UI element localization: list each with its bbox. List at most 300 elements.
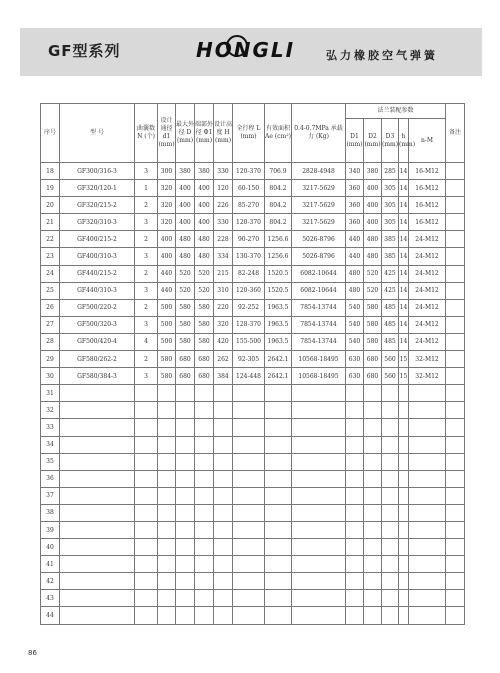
cell-fD3	[382, 487, 399, 504]
cell-phi: 580	[195, 299, 214, 316]
table-row	[41, 573, 465, 590]
cell-fD3	[382, 436, 399, 453]
cell-phi	[195, 590, 214, 607]
cell-d1: 440	[158, 282, 176, 299]
table-row	[41, 504, 465, 521]
table-row	[41, 351, 465, 368]
table-row	[41, 333, 465, 350]
cell-n	[135, 402, 158, 419]
cell-model	[60, 402, 135, 419]
cell-fD1	[346, 385, 364, 402]
cell-load	[292, 402, 346, 419]
cell-phi: 480	[195, 248, 214, 265]
cell-h	[399, 504, 409, 521]
cell-H	[214, 419, 233, 436]
cell-n: 3	[135, 316, 158, 333]
cell-remark	[446, 504, 465, 521]
cell-n	[135, 556, 158, 573]
cell-H	[214, 487, 233, 504]
cell-Ae: 1520.5	[265, 282, 292, 299]
col-model: 型 号	[60, 104, 135, 163]
cell-seq: 37	[41, 487, 60, 504]
cell-seq: 43	[41, 590, 60, 607]
cell-load: 7854-13744	[292, 316, 346, 333]
cell-h: 14	[399, 248, 409, 265]
cell-seq: 32	[41, 402, 60, 419]
table-row	[41, 368, 465, 385]
cell-remark	[446, 214, 465, 231]
cell-fD1: 540	[346, 316, 364, 333]
cell-fD1	[346, 556, 364, 573]
cell-D	[176, 590, 195, 607]
cell-h	[399, 521, 409, 538]
series-title: GF型系列	[48, 42, 121, 60]
cell-d1	[158, 556, 176, 573]
cell-fD2	[364, 556, 382, 573]
cell-remark	[446, 607, 465, 624]
cell-model	[60, 453, 135, 470]
cell-fD3: 285	[382, 163, 399, 180]
cell-H	[214, 573, 233, 590]
cell-fD2: 400	[364, 197, 382, 214]
cell-h	[399, 487, 409, 504]
table-row	[41, 214, 465, 231]
cell-D	[176, 607, 195, 624]
cell-d1	[158, 504, 176, 521]
cell-load	[292, 436, 346, 453]
cell-load: 7854-13744	[292, 333, 346, 350]
cell-H	[214, 470, 233, 487]
cell-fD3	[382, 419, 399, 436]
cell-nm: 16-M12	[409, 197, 446, 214]
cell-seq: 41	[41, 556, 60, 573]
cell-D	[176, 487, 195, 504]
cell-n: 2	[135, 197, 158, 214]
table-row	[41, 316, 465, 333]
cell-H	[214, 590, 233, 607]
table-row	[41, 248, 465, 265]
cell-phi: 680	[195, 368, 214, 385]
cell-fD1: 630	[346, 351, 364, 368]
cell-L	[233, 556, 265, 573]
cell-D	[176, 436, 195, 453]
cell-H	[214, 402, 233, 419]
cell-L: 82-248	[233, 265, 265, 282]
cell-d1	[158, 590, 176, 607]
cell-h	[399, 436, 409, 453]
cell-phi: 520	[195, 282, 214, 299]
cell-fD1: 480	[346, 282, 364, 299]
cell-Ae	[265, 385, 292, 402]
cell-d1: 580	[158, 351, 176, 368]
cell-D: 520	[176, 282, 195, 299]
cell-fD3	[382, 607, 399, 624]
cell-remark	[446, 470, 465, 487]
cell-fD1: 360	[346, 197, 364, 214]
cell-remark	[446, 180, 465, 197]
cell-remark	[446, 419, 465, 436]
cell-L: 90-270	[233, 231, 265, 248]
cell-fD3: 385	[382, 231, 399, 248]
cell-H: 215	[214, 265, 233, 282]
cell-fD3: 485	[382, 316, 399, 333]
cell-fD2	[364, 539, 382, 556]
cell-model: GF300/316-3	[60, 163, 135, 180]
cell-L: 128-370	[233, 316, 265, 333]
cell-load	[292, 453, 346, 470]
cell-nm	[409, 385, 446, 402]
cell-load	[292, 419, 346, 436]
cell-nm: 16-M12	[409, 180, 446, 197]
cell-d1: 580	[158, 368, 176, 385]
cell-model: GF580/384-3	[60, 368, 135, 385]
cell-fD3: 305	[382, 197, 399, 214]
cell-model: GF320/215-2	[60, 197, 135, 214]
cell-model	[60, 607, 135, 624]
cell-n	[135, 436, 158, 453]
page-number: 86	[28, 649, 37, 657]
cell-remark	[446, 573, 465, 590]
cell-Ae: 2642.1	[265, 368, 292, 385]
cell-fD3: 560	[382, 368, 399, 385]
cell-nm	[409, 470, 446, 487]
cell-phi	[195, 419, 214, 436]
cell-fD2	[364, 419, 382, 436]
cell-Ae: 706.9	[265, 163, 292, 180]
cell-model	[60, 556, 135, 573]
cell-fD2	[364, 504, 382, 521]
cell-fD1: 630	[346, 368, 364, 385]
cell-h: 14	[399, 282, 409, 299]
table-row	[41, 180, 465, 197]
cell-n: 3	[135, 163, 158, 180]
cell-Ae: 1256.6	[265, 231, 292, 248]
cell-nm: 24-M12	[409, 265, 446, 282]
cell-n	[135, 539, 158, 556]
cell-H	[214, 436, 233, 453]
cell-remark	[446, 163, 465, 180]
cell-phi	[195, 504, 214, 521]
cell-phi: 480	[195, 231, 214, 248]
cell-nm: 16-M12	[409, 163, 446, 180]
cell-L: 120-360	[233, 282, 265, 299]
col-remark: 备注	[446, 104, 465, 163]
cell-n: 2	[135, 351, 158, 368]
cell-Ae: 1963.5	[265, 316, 292, 333]
cell-fD1: 540	[346, 333, 364, 350]
cell-fD3	[382, 521, 399, 538]
cell-nm: 24-M12	[409, 248, 446, 265]
col-design-height: 设计高度 H (mm)	[214, 104, 233, 163]
cell-Ae: 804.2	[265, 214, 292, 231]
cell-model	[60, 419, 135, 436]
cell-phi: 400	[195, 214, 214, 231]
cell-phi: 400	[195, 197, 214, 214]
cell-H: 420	[214, 333, 233, 350]
table-row	[41, 436, 465, 453]
col-bellows-count: 曲囊数 N (个)	[135, 104, 158, 163]
cell-fD3	[382, 573, 399, 590]
cell-h	[399, 590, 409, 607]
cell-H: 120	[214, 180, 233, 197]
table-row	[41, 402, 465, 419]
cell-n: 3	[135, 282, 158, 299]
cell-seq: 28	[41, 333, 60, 350]
cell-nm	[409, 590, 446, 607]
cell-fD3	[382, 539, 399, 556]
cell-Ae: 1256.6	[265, 248, 292, 265]
cell-D: 580	[176, 299, 195, 316]
cell-h: 15	[399, 368, 409, 385]
cell-H	[214, 521, 233, 538]
cell-h: 14	[399, 316, 409, 333]
cell-load	[292, 573, 346, 590]
cell-seq: 19	[41, 180, 60, 197]
cell-d1	[158, 436, 176, 453]
table-row	[41, 539, 465, 556]
cell-seq: 29	[41, 351, 60, 368]
cell-h: 14	[399, 163, 409, 180]
cell-H	[214, 539, 233, 556]
cell-fD2	[364, 385, 382, 402]
table-row	[41, 231, 465, 248]
cell-model	[60, 573, 135, 590]
cell-n: 3	[135, 214, 158, 231]
cell-model	[60, 590, 135, 607]
cell-fD3: 385	[382, 248, 399, 265]
cell-remark	[446, 231, 465, 248]
table-row	[41, 470, 465, 487]
cell-fD1	[346, 521, 364, 538]
cell-nm	[409, 556, 446, 573]
cell-L: 120-370	[233, 163, 265, 180]
cell-d1: 500	[158, 333, 176, 350]
cell-seq: 23	[41, 248, 60, 265]
cell-load: 5026-8796	[292, 231, 346, 248]
cell-fD2	[364, 607, 382, 624]
cell-model: GF500/220-2	[60, 299, 135, 316]
cell-D: 480	[176, 248, 195, 265]
cell-load: 3217-5629	[292, 214, 346, 231]
cell-fD2	[364, 436, 382, 453]
cell-remark	[446, 316, 465, 333]
cell-fD1: 360	[346, 180, 364, 197]
cell-fD3: 560	[382, 351, 399, 368]
cell-seq: 30	[41, 368, 60, 385]
cell-d1	[158, 470, 176, 487]
cell-fD3: 425	[382, 265, 399, 282]
cell-phi: 400	[195, 180, 214, 197]
cell-load: 3217-5629	[292, 197, 346, 214]
cell-nm	[409, 539, 446, 556]
cell-fD1: 440	[346, 231, 364, 248]
col-end-od: 端部外径 Φ1 (mm)	[195, 104, 214, 163]
cell-d1	[158, 539, 176, 556]
cell-seq: 35	[41, 453, 60, 470]
cell-n	[135, 487, 158, 504]
cell-Ae	[265, 504, 292, 521]
cell-fD3	[382, 453, 399, 470]
cell-D: 580	[176, 316, 195, 333]
cell-fD1	[346, 419, 364, 436]
cell-nm: 24-M12	[409, 231, 446, 248]
cell-Ae	[265, 453, 292, 470]
cell-remark	[446, 556, 465, 573]
cell-h	[399, 470, 409, 487]
cell-H: 330	[214, 214, 233, 231]
cell-remark	[446, 282, 465, 299]
cell-D	[176, 539, 195, 556]
cell-L	[233, 521, 265, 538]
cell-D	[176, 419, 195, 436]
cell-Ae: 1520.5	[265, 265, 292, 282]
cell-fD1: 480	[346, 265, 364, 282]
cell-Ae	[265, 419, 292, 436]
cell-h	[399, 419, 409, 436]
cell-load: 6082-10644	[292, 282, 346, 299]
cell-load	[292, 556, 346, 573]
cell-Ae: 804.2	[265, 180, 292, 197]
table-row	[41, 265, 465, 282]
col-flange-nm: n-M	[409, 119, 446, 163]
cell-model: GF500/420-4	[60, 333, 135, 350]
cell-Ae	[265, 573, 292, 590]
brand-logo: HONGLI	[196, 38, 296, 62]
cell-nm: 16-M12	[409, 214, 446, 231]
cell-nm	[409, 521, 446, 538]
spec-table-body	[41, 163, 465, 625]
cell-D	[176, 385, 195, 402]
cell-nm	[409, 573, 446, 590]
cell-H: 226	[214, 197, 233, 214]
cell-nm	[409, 419, 446, 436]
cell-seq: 40	[41, 539, 60, 556]
cell-h: 14	[399, 265, 409, 282]
cell-h	[399, 556, 409, 573]
cell-h	[399, 607, 409, 624]
table-row	[41, 163, 465, 180]
cell-load	[292, 470, 346, 487]
cell-phi: 580	[195, 333, 214, 350]
cell-fD3: 305	[382, 180, 399, 197]
cell-load: 5026-8796	[292, 248, 346, 265]
cell-Ae: 1963.5	[265, 333, 292, 350]
cell-fD1	[346, 504, 364, 521]
cell-load: 6082-10644	[292, 265, 346, 282]
cell-fD3: 485	[382, 299, 399, 316]
cell-L	[233, 573, 265, 590]
cell-fD3: 485	[382, 333, 399, 350]
table-row	[41, 453, 465, 470]
cell-remark	[446, 265, 465, 282]
cell-model	[60, 539, 135, 556]
cell-phi	[195, 436, 214, 453]
cell-H: 384	[214, 368, 233, 385]
cell-seq: 31	[41, 385, 60, 402]
cell-phi	[195, 470, 214, 487]
cell-nm	[409, 607, 446, 624]
cell-load	[292, 607, 346, 624]
cell-fD3	[382, 470, 399, 487]
cell-L	[233, 453, 265, 470]
cell-fD2: 400	[364, 180, 382, 197]
cell-D	[176, 556, 195, 573]
cell-phi	[195, 556, 214, 573]
cell-nm	[409, 487, 446, 504]
table-row	[41, 282, 465, 299]
table-row	[41, 607, 465, 624]
cell-fD1: 540	[346, 299, 364, 316]
cell-n	[135, 385, 158, 402]
cell-fD2	[364, 402, 382, 419]
cell-H	[214, 385, 233, 402]
cell-L	[233, 504, 265, 521]
cell-seq: 44	[41, 607, 60, 624]
cell-fD1: 340	[346, 163, 364, 180]
cell-D: 400	[176, 197, 195, 214]
cell-Ae	[265, 556, 292, 573]
col-flange-d3: D3 (mm)	[382, 119, 399, 163]
cell-d1: 320	[158, 180, 176, 197]
table-row	[41, 197, 465, 214]
cell-H	[214, 453, 233, 470]
cell-fD3	[382, 590, 399, 607]
cell-fD1	[346, 470, 364, 487]
cell-phi: 380	[195, 163, 214, 180]
cell-d1	[158, 453, 176, 470]
cell-fD2: 480	[364, 231, 382, 248]
cell-nm: 32-M12	[409, 368, 446, 385]
cell-model	[60, 436, 135, 453]
cell-L	[233, 402, 265, 419]
cell-d1: 320	[158, 197, 176, 214]
cell-fD2	[364, 590, 382, 607]
cell-d1: 440	[158, 265, 176, 282]
cell-phi	[195, 487, 214, 504]
cell-remark	[446, 385, 465, 402]
col-flange-d2: D2 (mm)	[364, 119, 382, 163]
cell-n: 4	[135, 333, 158, 350]
col-max-od: 最大外径 D (mm)	[176, 104, 195, 163]
cell-remark	[446, 487, 465, 504]
cell-fD2	[364, 453, 382, 470]
cell-n	[135, 453, 158, 470]
cell-L	[233, 590, 265, 607]
cell-fD2	[364, 573, 382, 590]
cell-phi: 520	[195, 265, 214, 282]
cell-L: 124-448	[233, 368, 265, 385]
col-seq: 序号	[41, 104, 60, 163]
cell-L: 120-370	[233, 214, 265, 231]
cell-n: 2	[135, 299, 158, 316]
cell-remark	[446, 299, 465, 316]
cell-Ae	[265, 402, 292, 419]
cell-L: 92-252	[233, 299, 265, 316]
cell-load: 7854-13744	[292, 299, 346, 316]
cell-model: GF400/215-2	[60, 231, 135, 248]
col-flange-d1: D1 (mm)	[346, 119, 364, 163]
cell-load: 2828-4948	[292, 163, 346, 180]
cell-n	[135, 521, 158, 538]
cell-d1	[158, 385, 176, 402]
cell-Ae: 2642.1	[265, 351, 292, 368]
cell-model	[60, 521, 135, 538]
cell-model: GF440/215-2	[60, 265, 135, 282]
cell-h	[399, 539, 409, 556]
cell-h: 14	[399, 231, 409, 248]
cell-fD3	[382, 402, 399, 419]
cell-H	[214, 504, 233, 521]
